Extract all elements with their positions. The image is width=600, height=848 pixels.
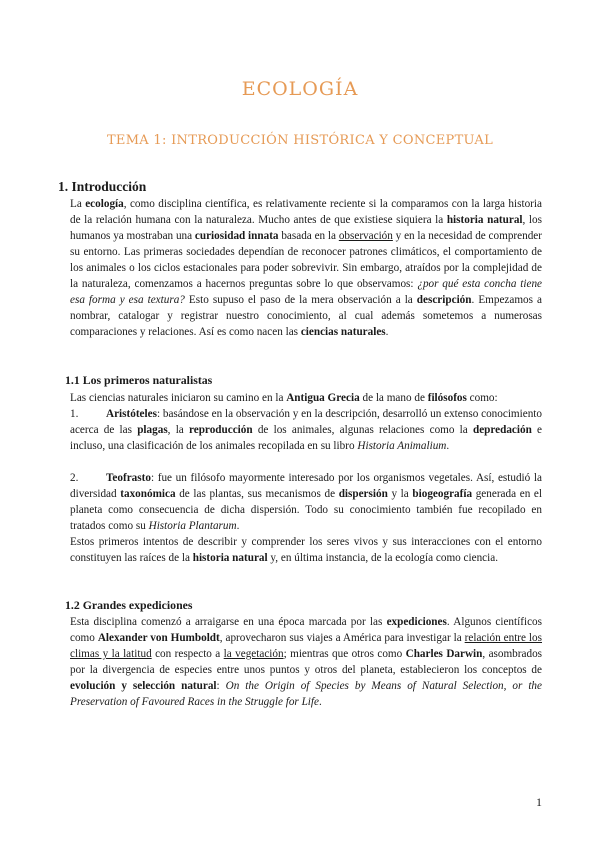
- expeditions-paragraph: Esta disciplina comenzó a arraigarse en una época marcada por las expediciones. Algunos científicos como Alexander von Humboldt, aprovecharon sus viajes a América para investigar la relación entre los climas y la latitud con respecto a la vegetación; mientras que otros como Charles Darwin, asombrados por la divergencia de especies entre unos puntos y otros del planeta, establecieron los conceptos de evolución y selección natural: On the Origin of Species by Means of Natural Selection, or the Preservation of Favoured Races in the Struggle for Life.: [70, 616, 543, 709]
- section-1-heading: 1. Introducción: [58, 179, 147, 194]
- document-subtitle: TEMA 1: INTRODUCCIÓN HISTÓRICA Y CONCEPTUAL: [106, 133, 494, 148]
- page-number: 1: [536, 795, 542, 809]
- document-title: ECOLOGÍA: [241, 78, 359, 100]
- intro-paragraph: La ecología, como disciplina científica, es relativamente reciente si la comparamos con la larga historia de la relación humana con la naturaleza. Mucho antes de que existiese siquiera la historia natural, los humanos ya mostraban una curiosidad innata basada en la observación y en la necesidad de comprender su entorno. Las primeras sociedades dependían de reconocer patrones climáticos, el comportamiento de los animales o los ciclos estacionales para poder sobrevivir. Sin embargo, atraídos por la complejidad de la naturaleza, comenzamos a hacernos preguntas sobre lo que observamos: ¿por qué esta concha tiene esa forma y esa textura? Esto supuso el paso de la mera observación a la descripción. Empezamos a nombrar, catalogar y registrar nuestro conocimiento, al cual además sometemos a numerosas comparaciones y relaciones. Así es como nacen las ciencias naturales.: [70, 198, 542, 339]
- naturalists-intro: Las ciencias naturales iniciaron su camino en la Antigua Grecia de la mano de filósofos como:: [70, 392, 498, 404]
- naturalists-closing: Estos primeros intentos de describir y comprender los seres vivos y sus interacciones con el entorno constituyen las raíces de la historia natural y, en última instancia, de la ecología como ciencia.: [70, 536, 542, 565]
- section-1-2-heading: 1.2 Grandes expediciones: [65, 598, 193, 612]
- section-1-1-heading: 1.1 Los primeros naturalistas: [65, 373, 213, 387]
- list-item-teofrasto: 2. Teofrasto: fue un filósofo mayormente interesado por los organismos vegetales. Así, estudió la diversidad taxonómica de las plantas, sus mecanismos de dispersión y la biogeografía generada en el planeta como consecuencia de dicha dispersión. Todo su conocimiento también fue recopilado en tratados como su Historia Plantarum.: [70, 472, 542, 533]
- list-item-aristoteles: 1. Aristóteles: basándose en la observación y en la descripción, desarrolló un extenso conocimiento acerca de las plagas, la reproducción de los animales, algunas relaciones como la depredación e incluso, una clasificación de los animales recopilada en su libro Historia Animalium.: [70, 408, 542, 453]
